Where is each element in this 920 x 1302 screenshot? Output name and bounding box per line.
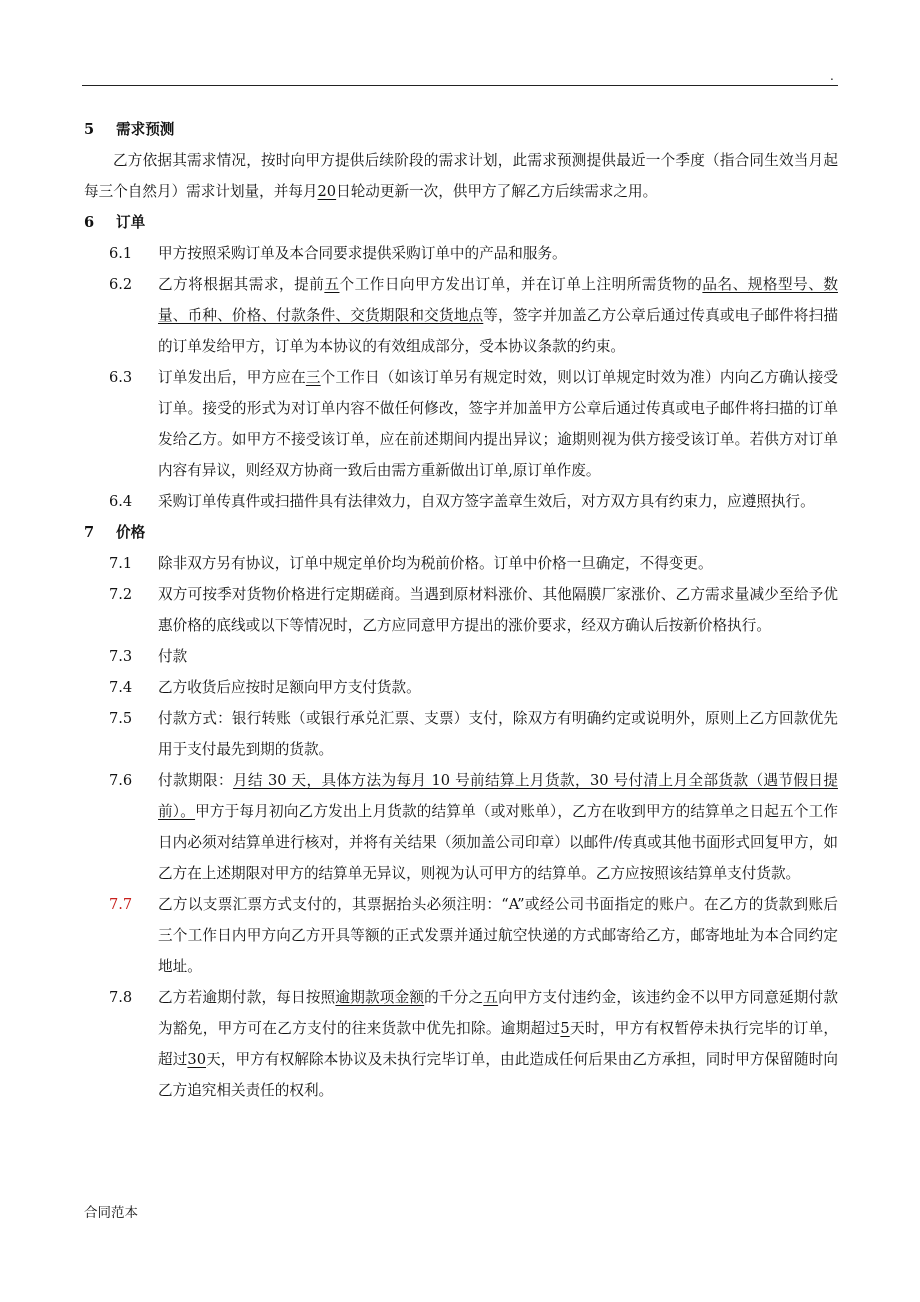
section-number: 5	[84, 121, 95, 138]
clause-text	[158, 486, 838, 517]
text-run: 除非双方另有协议，订单中规定单价均为税前价格。订单中价格一旦确定，不得变更。	[158, 555, 713, 572]
footer-label: 合同范本	[84, 1205, 138, 1221]
clause-number: 7.5	[109, 710, 133, 727]
text-run: 采购订单传真件或扫描件具有法律效力，自双方签字盖章生效后，对方双方具有约束力，应遵照执行。	[158, 493, 815, 510]
text-run: 个工作日（如该订单另有规定时效，则以订单规定时效为准）内向乙方确认接受订单。接受的形式为对订单内容不做任何修改，签字并加盖甲方公章后通过传真或电子邮件将扫描的订单发给乙方。如甲方不接受该订单，应在前述期间内提出异议；逾期则视为供方接受该订单。若供方对订单内容有异议，则经双方协商一致后由需方重新做出订单,原订单作废。	[158, 369, 838, 479]
clause-number: 7.8	[109, 989, 133, 1006]
clause-number: 6.3	[109, 369, 133, 386]
text-run: 乙方以支票汇票方式支付的，其票据抬头必须注明：“A”或经公司书面指定的账户。在乙方的货款到账后三个工作日内甲方向乙方开具等额的正式发票并通过航空快递的方式邮寄给乙方，邮寄地址为本合同约定地址。	[158, 896, 838, 975]
underlined-text: 月结 30 天，具体方法为每月 10 号前结算上月货款，30 号付清上月全部货款（遇节假日提前）。	[158, 772, 838, 820]
text-run: 日轮动更新一次，供甲方了解乙方后续需求之用。	[336, 183, 658, 200]
clause-text	[158, 579, 838, 641]
clause-number: 7.7	[109, 896, 133, 913]
contract-body	[84, 114, 838, 1106]
section-title: 需求预测	[116, 121, 175, 138]
clause-number: 7.1	[109, 555, 133, 572]
text-run: 天，甲方有权解除本协议及未执行完毕订单，由此造成任何后果由乙方承担，同时甲方保留随时向乙方追究相关责任的权利。	[158, 1051, 838, 1099]
text-run: 等，签字并加盖乙方公章后通过传真或电子邮件将扫描的订单发给甲方，订单为本协议的有效组成部分，受本协议条款的约束。	[158, 307, 838, 355]
text-run: 付款方式：银行转账（或银行承兑汇票、支票）支付，除双方有明确约定或说明外，原则上乙方回款优先用于支付最先到期的货款。	[158, 710, 838, 758]
underlined-text: 20	[317, 183, 337, 200]
text-run: 甲方于每月初向乙方发出上月货款的结算单（或对账单），乙方在收到甲方的结算单之日起五个工作日内必须对结算单进行核对，并将有关结果（须加盖公司印章）以邮件/传真或其他书面形式回复甲方，如乙方在上述期限对甲方的结算单无异议，则视为认可甲方的结算单。乙方应按照该结算单支付货款。	[158, 803, 838, 882]
underlined-text: 五	[324, 276, 340, 293]
clause-item	[84, 765, 838, 889]
text-run: 个工作日向甲方发出订单，并在订单上注明所需货物的	[339, 276, 703, 293]
section-title: 价格	[116, 524, 146, 541]
section-heading	[84, 207, 838, 238]
clause-number: 7.6	[109, 772, 133, 789]
underlined-text: 品名、规格型号、数量、币种、价格、付款条件、交货期限和交货地点	[158, 276, 838, 324]
section-number: 6	[84, 214, 95, 231]
underlined-text: 5	[560, 1020, 570, 1037]
text-run: 向甲方支付违约金，该违约金不以甲方同意延期付款为豁免，甲方可在乙方支付的往来货款中优先扣除。逾期超过	[158, 989, 838, 1037]
text-run: 双方可按季对货物价格进行定期磋商。当遇到原材料涨价、其他隔膜厂家涨价、乙方需求量减少至给予优惠价格的底线或以下等情况时，乙方应同意甲方提出的涨价要求，经双方确认后按新价格执行。	[158, 586, 838, 634]
clause-item	[84, 889, 838, 982]
text-run: 付款	[158, 648, 188, 665]
clause-text	[158, 672, 838, 703]
clause-item	[84, 238, 838, 269]
clause-number: 6.1	[109, 245, 133, 262]
clause-item	[84, 982, 838, 1106]
clause-item	[84, 672, 838, 703]
text-run: 乙方将根据其需求，提前	[158, 276, 325, 293]
section-title: 订单	[116, 214, 146, 231]
text-run: 天时，甲方有权暂停未执行完毕的订单，超过	[158, 1020, 838, 1068]
text-run: 付款期限：	[158, 772, 233, 789]
section-heading	[84, 114, 838, 145]
clause-text	[158, 703, 838, 765]
clause-number: 6.2	[109, 276, 133, 293]
clause-number: 7.2	[109, 586, 133, 603]
clause-item	[84, 486, 838, 517]
clause-text	[158, 269, 838, 362]
header-rule	[82, 85, 838, 86]
underlined-text: 三	[305, 369, 321, 386]
underlined-text: 30	[187, 1051, 206, 1068]
clause-item	[84, 269, 838, 362]
header-dot: .	[830, 69, 834, 83]
clause-text	[158, 889, 838, 982]
clause-text	[158, 641, 838, 672]
clause-text	[158, 238, 838, 269]
clause-number: 6.4	[109, 493, 133, 510]
clause-number: 7.4	[109, 679, 133, 696]
text-run: 乙方依据其需求情况，按时向甲方提供后续阶段的需求计划，此需求预测提供最近一个季度（指合同生效当月起每三个自然月）需求计划量，并每月	[84, 152, 838, 200]
text-run: 的千分之	[424, 989, 484, 1006]
clause-item	[84, 703, 838, 765]
clause-text	[158, 548, 838, 579]
section-heading	[84, 517, 838, 548]
clause-item	[84, 548, 838, 579]
text-run: 乙方收货后应按时足额向甲方支付货款。	[158, 679, 421, 696]
clause-text	[158, 765, 838, 889]
clause-text	[158, 982, 838, 1106]
clause-number: 7.3	[109, 648, 133, 665]
text-run: 乙方若逾期付款，每日按照	[158, 989, 336, 1006]
clause-item	[84, 641, 838, 672]
clause-item	[84, 362, 838, 486]
underlined-text: 逾期款项金额	[335, 989, 425, 1006]
clause-text	[158, 362, 838, 486]
text-run: 甲方按照采购订单及本合同要求提供采购订单中的产品和服务。	[158, 245, 567, 262]
underlined-text: 五	[483, 989, 499, 1006]
paragraph	[84, 145, 838, 207]
clause-item	[84, 579, 838, 641]
text-run: 订单发出后，甲方应在	[158, 369, 306, 386]
section-number: 7	[84, 524, 95, 541]
